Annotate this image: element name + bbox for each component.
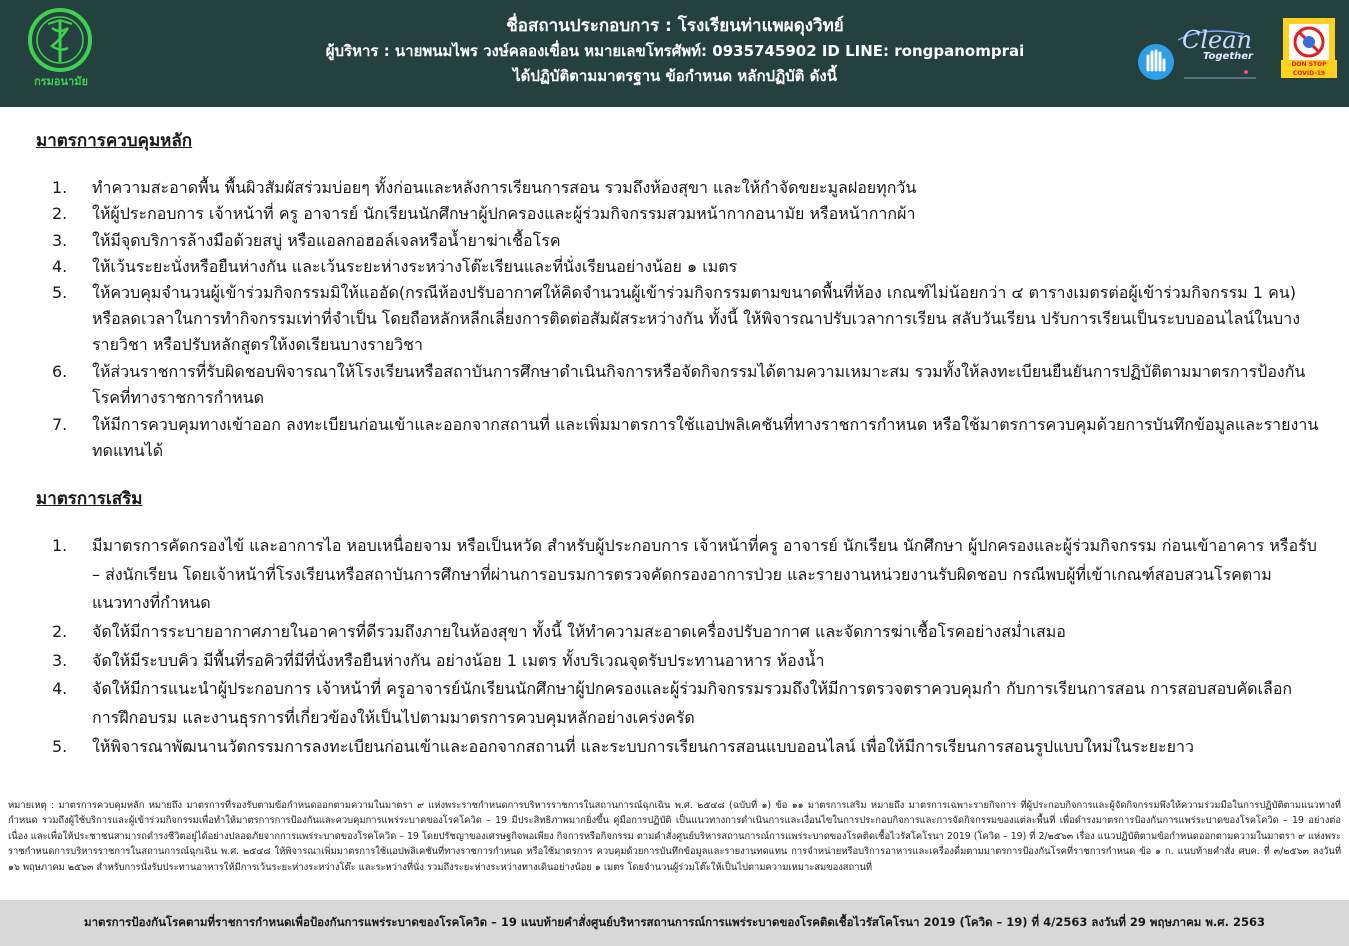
main-measures-title: มาตรการควบคุมหลัก bbox=[36, 131, 193, 151]
item-number: 1. bbox=[52, 178, 68, 197]
item-text: จัดให้มีการแนะนำผู้ประกอบการ เจ้าหน้าที่ ครูอาจารย์นักเรียนนักศึกษาผู้ปกครองและผู้ร่วมกิจกรรมรวมถึงให้มีการตรวจตราควบคุมกำ กับการเรียนการสอน การสอบสอบคัดเลือก การฝึกอบรม และงานธุรการที่เกี่ยวข้องให้เป็นไปตามมาตรการควบคุมหลักอย่างเคร่งครัด bbox=[92, 679, 1293, 727]
item-number: 1. bbox=[52, 536, 68, 555]
item-number: 6. bbox=[52, 362, 68, 381]
clean-logo-sub: Together bbox=[1203, 51, 1253, 62]
business-name: ชื่อสถานประกอบการ : โรงเรียนท่าแพผดุงวิทย์ bbox=[506, 16, 844, 36]
item-text: ให้มีจุดบริการล้างมือด้วยสบู่ หรือแอลกอฮอล์เจลหรือน้ำยาฆ่าเชื้อโรค bbox=[92, 231, 561, 250]
item-number: 5. bbox=[52, 737, 68, 756]
logo-left-caption: กรมอนามัย bbox=[34, 75, 88, 88]
item-number: 2. bbox=[52, 204, 68, 223]
item-text: ให้ผู้ประกอบการ เจ้าหน้าที่ ครู อาจารย์ นักเรียนนักศึกษาผู้ปกครองและผู้ร่วมกิจกรรมสวมหน้ากากอนามัย หรือหน้ากากผ้า bbox=[92, 204, 916, 223]
clean-logo-word: Clean bbox=[1182, 26, 1253, 54]
compliance-statement: ได้ปฏิบัติตามมาตรฐาน ข้อกำหนด หลักปฏิบัติ ดังนี้ bbox=[513, 67, 837, 85]
item-text: ให้ควบคุมจำนวนผู้เข้าร่วมกิจกรรมมิให้แออัด(กรณีห้องปรับอากาศให้คิดจำนวนผู้เข้าร่วมกิจกรรมตามขนาดพื้นที่ห้อง เกณฑ์ไม่น้อยกว่า ๔ ตารางเมตรต่อผู้เข้าร่วมกิจกรรม 1 คน) หรือลดเวลาในการทำกิจกรรมเท่าที่จำเป็น โดยถือหลักหลีกเลี่ยงการติดต่อสัมผัสระหว่างกัน ทั้งนี้ ให้พิจารณาปรับเวลาการเรียน สลับวันเรียน ปรับการเรียนเป็นระบบออนไลน์ในบางรายวิชา หรือปรับหลักสูตรให้งดเรียนบางรายวิชา bbox=[92, 283, 1301, 354]
remarks-note: หมายเหตุ : มาตรการควบคุมหลัก หมายถึง มาตรการที่รองรับตามข้อกำหนดออกตามความในมาตรา ๙ แห่งพระราชกำหนดการบริหารราชการในสถานการณ์ฉุกเฉิน พ.ศ. ๒๕๔๘ (ฉบับที่ ๑) ข้อ ๑๑ มาตรการเสริม หมายถึง มาตรการเฉพาะรายกิจการ ที่ผู้ประกอบกิจการและผู้จัดกิจกรรมพึงให้ความร่วมมือในการปฏิบัติตามแนวทางที่กำหนด รวมถึงผู้ใช้บริการและผู้เข้าร่วมกิจกรรมเพื่อทำให้มาตรการการป้องกันและควบคุมการแพร่ระบาดของโรคโควิด – 19 มีประสิทธิภาพมากยิ่งขึ้น คู่มือการปฏิบัติ เป็นแนวทางการดำเนินการและเงื่อนไขในการประกอบกิจการและการจัดกิจกรรมของแต่ละพื้นที่ เพื่อดำรงมาตรการป้องกันการแพร่ระบาดของโรคโควิด – 19 อย่างต่อเนื่อง และเพื่อให้ประชาชนสามารถดำรงชีวิตอยู่ได้อย่างปลอดภัยจากการแพร่ระบาดของโรคโควิด – 19 โดยปรัชญาของเศรษฐกิจพอเพียง กิจการหรือกิจกรรม ตามคำสั่งศูนย์บริหารสถานการณ์การแพร่ระบาดของโรคติดเชื้อไวรัสโคโรนา 2019 (โควิด – 19) ที่ 2/๒๕๖๓ เรื่อง แนวปฏิบัติตามข้อกำหนดออกตามความในมาตรา ๙ แห่งพระราชกำหนดการบริหารราชการในสถานการณ์ฉุกเฉิน พ.ศ. ๒๕๔๘ ให้พิจารณาเพิ่มมาตรการใช้แอปพลิเคชันที่ทางราชการกำหนด หรือใช้มาตรการ ควบคุมด้วยการบันทึกข้อมูลและรายงานทดแทน การจำหน่ายหรือบริการอาหารและเครื่องดื่มตามมาตรการป้องกันโรคที่ราชการกำหนด ข้อ ๑ ก. แนบท้ายคำสั่ง ศบค. ที่ ๓/๒๕๖๓ ลงวันที่ ๑๖ พฤษภาคม ๒๕๖๓ สำหรับการนั่งรับประทานอาหารให้มีการเว้นระยะห่างระหว่างโต๊ะ และระหว่างที่นั่ง รวมถึงระยะห่างระหว่างทางเดินอย่างน้อย ๑ เมตร โดยจำนวนผู้ร่วมโต๊ะให้เป็นไปตามความเหมาะสมของสถานที่ bbox=[8, 800, 1341, 873]
footer-bar bbox=[0, 900, 1349, 946]
item-text: ทำความสะอาดพื้น พื้นผิวสัมผัสร่วมบ่อยๆ ทั้งก่อนและหลังการเรียนการสอน รวมถึงห้องสุขา และให้กำจัดขยะมูลฝอยทุกวัน bbox=[92, 178, 917, 197]
main-content bbox=[0, 107, 1349, 797]
item-number: 4. bbox=[52, 257, 68, 276]
item-text: ให้ส่วนราชการที่รับผิดชอบพิจารณาให้โรงเรียนหรือสถาบันการศึกษาดำเนินกิจการหรือจัดกิจกรรมได้ตามความเหมาะสม รวมทั้งให้ลงทะเบียนยืนยันการปฏิบัติตามมาตรการป้องกันโรคที่ทางราชการกำหนด bbox=[92, 362, 1306, 407]
stop-covid-badge-label: DON STOP COVID-19 bbox=[1281, 60, 1337, 78]
item-number: 2. bbox=[52, 622, 68, 641]
item-number: 3. bbox=[52, 651, 68, 670]
item-text: ให้มีการควบคุมทางเข้าออก ลงทะเบียนก่อนเข้าและออกจากสถานที่ และเพิ่มมาตรการใช้แอปพลิเคชันที่ทางราชการกำหนด หรือใช้มาตรการควบคุมด้วยการบันทึกข้อมูลและรายงานทดแทนได้ bbox=[92, 415, 1319, 460]
item-text: มีมาตรการคัดกรองไข้ และอาการไอ หอบเหนื่อยจาม หรือเป็นหวัด สำหรับผู้ประกอบการ เจ้าหน้าที่ครู อาจารย์ นักเรียน นักศึกษา ผู้ปกครองและผู้ร่วมกิจกรรม ก่อนเข้าอาคาร หรือรับ – ส่งนักเรียน โดยเจ้าหน้าที่โรงเรียนหรือสถาบันการศึกษาที่ผ่านการอบรมการตรวจคัดกรองอาการป่วย และรายงานหน่วยงานรับผิดชอบ กรณีพบผู้ที่เข้าเกณฑ์สอบสวนโรคตามแนวทางที่กำหนด bbox=[92, 536, 1317, 612]
header-text-block bbox=[180, 14, 1170, 89]
item-number: 4. bbox=[52, 679, 68, 698]
header-bar bbox=[0, 0, 1349, 107]
footer-reference: มาตรการป้องกันโรคตามที่ราชการกำหนดเพื่อป้องกันการแพร่ระบาดของโรคโควิด – 19 แนบท้ายคำสั่งศูนย์บริหารสถานการณ์การแพร่ระบาดของโรคติดเชื้อไวรัสโคโรนา 2019 (โควิด – 19) ที่ 4/2563 ลงวันที่ 29 พฤษภาคม พ.ศ. 2563 bbox=[84, 915, 1265, 929]
item-text: จัดให้มีระบบคิว มีพื้นที่รอคิวที่มีที่นั่งหรือยืนห่างกัน อย่างน้อย 1 เมตร ทั้งบริเวณจุดรับประทานอาหาร ห้องน้ำ bbox=[92, 651, 825, 670]
item-number: 5. bbox=[52, 283, 68, 302]
supplementary-measures-title: มาตรการเสริม bbox=[36, 489, 143, 509]
item-number: 3. bbox=[52, 231, 68, 250]
item-text: จัดให้มีการระบายอากาศภายในอาคารที่ดีรวมถึงภายในห้องสุขา ทั้งนี้ ให้ทำความสะอาดเครื่องปรับอากาศ และจัดการฆ่าเชื้อโรคอย่างสม่ำเสมอ bbox=[92, 622, 1066, 641]
item-text: ให้เว้นระยะนั่งหรือยืนห่างกัน และเว้นระยะห่างระหว่างโต๊ะเรียนและที่นั่งเรียนอย่างน้อย ๑ เมตร bbox=[92, 257, 738, 276]
item-number: 7. bbox=[52, 415, 68, 434]
manager-contact: ผู้บริหาร : นายพนมไพร วงษ์คลองเขื่อน หมายเลขโทรศัพท์: 0935745902 ID LINE: rongpanomprai bbox=[325, 42, 1025, 60]
item-text: ให้พิจารณาพัฒนานวัตกรรมการลงทะเบียนก่อนเข้าและออกจากสถานที่ และระบบการเรียนการสอนแบบออนไลน์ เพื่อให้มีการเรียนการสอนรูปแบบใหม่ในระยะยาว bbox=[92, 737, 1194, 756]
